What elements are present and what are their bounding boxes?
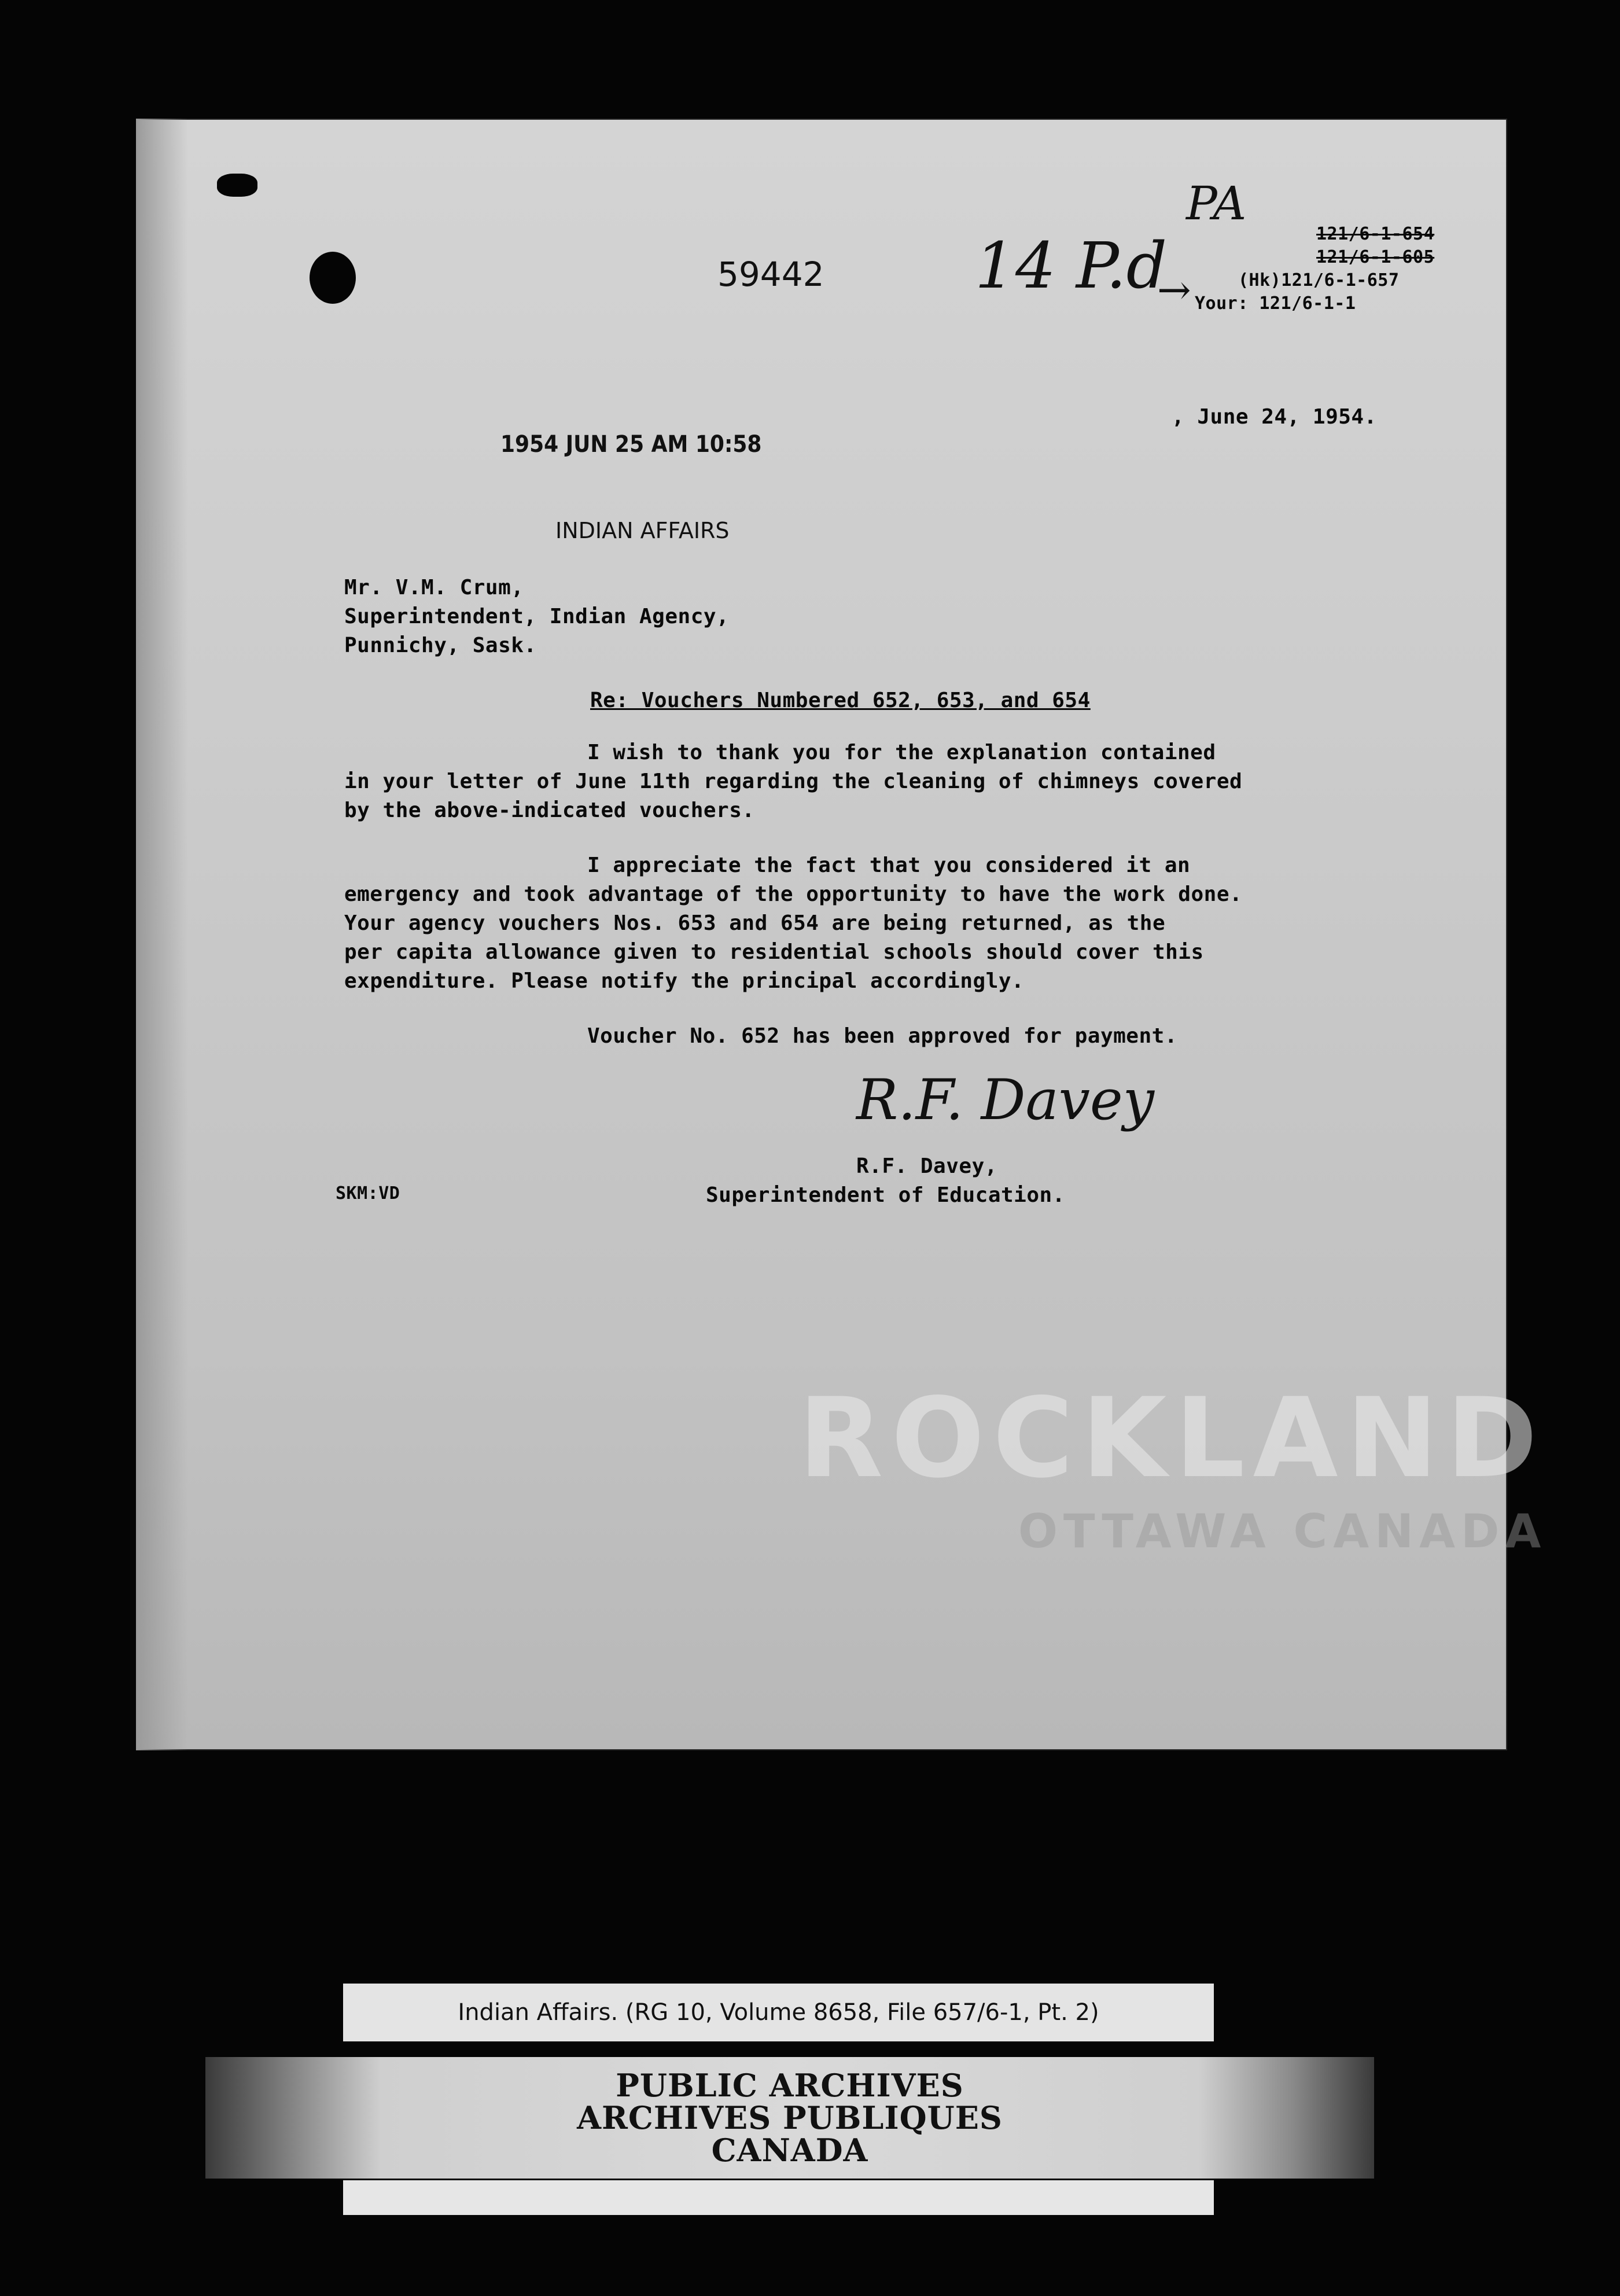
paragraph-2-line-5: expenditure. Please notify the principal accordingly. xyxy=(344,969,1025,993)
paragraph-2-line-4: per capita allowance given to residential schools should cover this xyxy=(344,940,1204,964)
reference-block xyxy=(1195,223,1435,315)
subject-line: Re: Vouchers Numbered 652, 653, and 654 xyxy=(590,689,1091,712)
recipient-title: Superintendent, Indian Agency, xyxy=(344,605,730,628)
arrow-icon: → xyxy=(1157,266,1191,314)
paragraph-1-line-2: in your letter of June 11th regarding the cleaning of chimneys covered xyxy=(344,770,1243,793)
archive-bottom-strip xyxy=(343,2180,1214,2215)
recipient-location: Punnichy, Sask. xyxy=(344,634,537,657)
paragraph-2-line-2: emergency and took advantage of the opportunity to have the work done. xyxy=(344,882,1243,906)
document-page xyxy=(136,119,1547,1750)
file-number: 59442 xyxy=(717,255,824,294)
paper-watermark-subtitle: OTTAWA CANADA xyxy=(1018,1504,1547,1558)
archive-stamp-text xyxy=(205,2057,1374,2179)
letter-date: , June 24, 1954. xyxy=(1172,405,1377,429)
paper-watermark: ROCKLAND xyxy=(798,1374,1546,1502)
reference-line-2: 121/6-1-605 xyxy=(1316,247,1435,267)
page-shadow-edge xyxy=(136,119,188,1750)
signatory-name: R.F. Davey, xyxy=(856,1154,997,1178)
recipient-name: Mr. V.M. Crum, xyxy=(344,576,524,599)
archive-line-3: CANADA xyxy=(711,2132,868,2169)
received-stamp: 1954 JUN 25 AM 10:58 xyxy=(500,431,762,458)
paragraph-2-line-3: Your agency vouchers Nos. 653 and 654 are being returned, as the xyxy=(344,911,1166,935)
archive-stamp-bar xyxy=(205,2057,1374,2179)
reference-line-3: (Hk)121/6-1-657 xyxy=(1238,270,1400,290)
department-stamp: INDIAN AFFAIRS xyxy=(555,518,730,543)
archive-citation: Indian Affairs. (RG 10, Volume 8658, File 657/6-1, Pt. 2) xyxy=(458,1999,1099,2026)
punch-hole xyxy=(310,252,356,304)
archive-line-1: PUBLIC ARCHIVES xyxy=(616,2067,964,2104)
archive-citation-label xyxy=(343,1984,1214,2041)
paragraph-1-line-1: I wish to thank you for the explanation contained xyxy=(587,741,1216,764)
signatory-title: Superintendent of Education. xyxy=(706,1183,1065,1207)
typist-initials: SKM:VD xyxy=(336,1183,400,1204)
handwritten-initials: PA xyxy=(1186,176,1247,230)
paragraph-3-line-1: Voucher No. 652 has been approved for payment. xyxy=(587,1024,1177,1048)
reference-line-1: 121/6-1-654 xyxy=(1316,224,1435,244)
archive-line-2: ARCHIVES PUBLIQUES xyxy=(577,2099,1003,2136)
handwritten-note: 14 P.d xyxy=(975,229,1168,303)
paragraph-2-line-1: I appreciate the fact that you considered it an xyxy=(587,853,1191,877)
reference-line-4: Your: 121/6-1-1 xyxy=(1195,293,1356,314)
handwritten-signature: R.F. Davey xyxy=(856,1068,1154,1132)
paragraph-1-line-3: by the above-indicated vouchers. xyxy=(344,799,755,822)
ink-smudge xyxy=(217,174,257,197)
